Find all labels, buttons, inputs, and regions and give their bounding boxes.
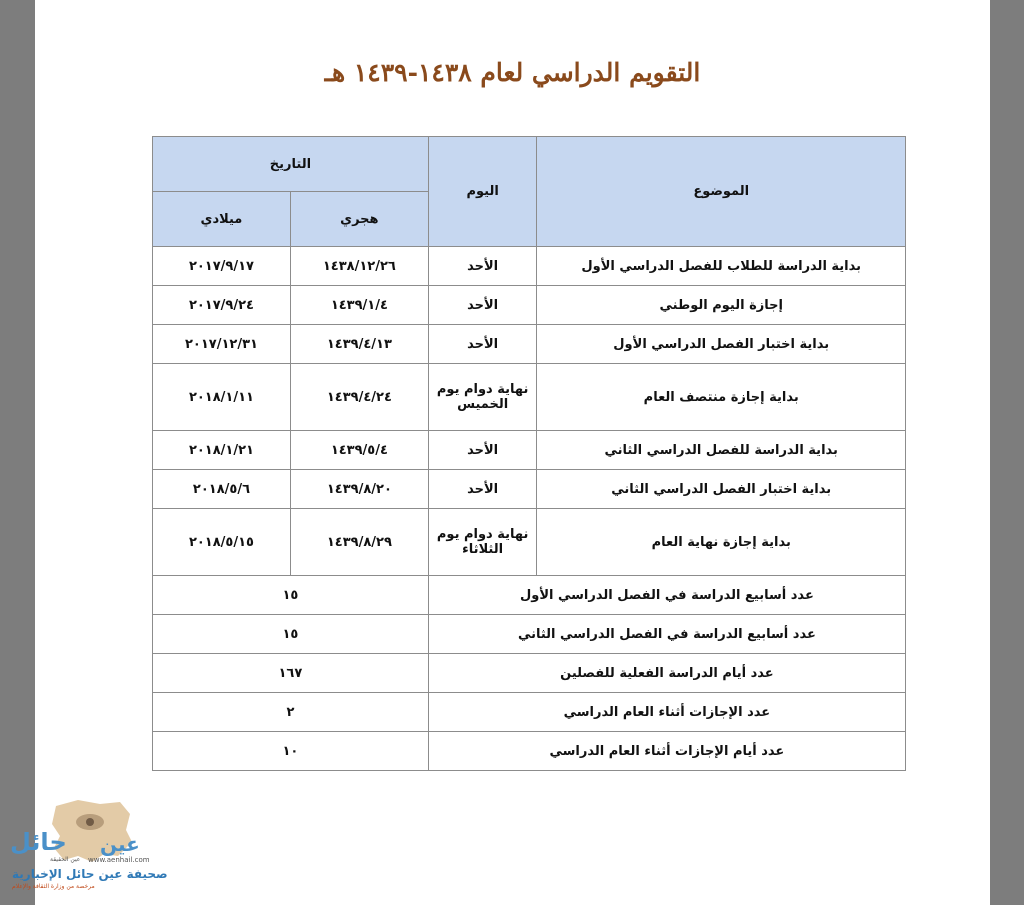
totals-label: عدد أسابيع الدراسة في الفصل الدراسي الأول — [428, 576, 905, 615]
row-subject: بداية إجازة منتصف العام — [537, 364, 906, 431]
table-row — [153, 247, 906, 286]
row-gregorian: ٢٠١٨/١/٢١ — [153, 431, 291, 470]
row-hijri: ١٤٣٩/٤/٢٤ — [290, 364, 428, 431]
document-page — [35, 0, 990, 905]
row-subject: إجازة اليوم الوطني — [537, 286, 906, 325]
row-day: الأحد — [428, 470, 537, 509]
row-subject: بداية إجازة نهاية العام — [537, 509, 906, 576]
totals-value: ١٥ — [153, 615, 429, 654]
watermark-url: www.aenhail.com — [88, 856, 150, 864]
row-hijri: ١٤٣٩/٤/١٣ — [290, 325, 428, 364]
header-gregorian: ميلادي — [153, 192, 291, 247]
table-row — [153, 364, 906, 431]
row-gregorian: ٢٠١٨/٥/١٥ — [153, 509, 291, 576]
row-subject: بداية اختبار الفصل الدراسي الثاني — [537, 470, 906, 509]
row-hijri: ١٤٣٩/٥/٤ — [290, 431, 428, 470]
header-hijri: هجري — [290, 192, 428, 247]
row-hijri: ١٤٣٨/١٢/٢٦ — [290, 247, 428, 286]
row-day: الأحد — [428, 247, 537, 286]
header-subject: الموضوع — [537, 137, 906, 247]
totals-value: ١٦٧ — [153, 654, 429, 693]
totals-label: عدد أيام الإجازات أثناء العام الدراسي — [428, 732, 905, 771]
totals-label: عدد أيام الدراسة الفعلية للفصلين — [428, 654, 905, 693]
row-gregorian: ٢٠١٨/١/١١ — [153, 364, 291, 431]
document-title: التقويم الدراسي لعام ١٤٣٨-١٤٣٩ هـ — [324, 58, 701, 87]
totals-value: ١٠ — [153, 732, 429, 771]
totals-label: عدد أسابيع الدراسة في الفصل الدراسي الثاني — [428, 615, 905, 654]
row-hijri: ١٤٣٩/١/٤ — [290, 286, 428, 325]
totals-row — [153, 693, 906, 732]
table-row — [153, 286, 906, 325]
row-hijri: ١٤٣٩/٨/٢٩ — [290, 509, 428, 576]
totals-label: عدد الإجازات أثناء العام الدراسي — [428, 693, 905, 732]
row-hijri: ١٤٣٩/٨/٢٠ — [290, 470, 428, 509]
row-subject: بداية اختبار الفصل الدراسي الأول — [537, 325, 906, 364]
watermark-tiny-text: عين الحقيقة — [50, 856, 81, 863]
header-date: التاريخ — [153, 137, 429, 192]
calendar-table — [152, 136, 906, 771]
totals-row — [153, 615, 906, 654]
row-day: الأحد — [428, 431, 537, 470]
row-gregorian: ٢٠١٧/٩/١٧ — [153, 247, 291, 286]
row-day: الأحد — [428, 286, 537, 325]
watermark-name-left: حائل — [10, 828, 67, 856]
header-day: اليوم — [428, 137, 537, 247]
row-day: نهاية دوام يوم الثلاثاء — [428, 509, 537, 576]
totals-row — [153, 654, 906, 693]
totals-row — [153, 732, 906, 771]
table-row — [153, 325, 906, 364]
totals-row — [153, 576, 906, 615]
totals-value: ٢ — [153, 693, 429, 732]
table-row — [153, 470, 906, 509]
row-subject: بداية الدراسة للفصل الدراسي الثاني — [537, 431, 906, 470]
row-subject: بداية الدراسة للطلاب للفصل الدراسي الأول — [537, 247, 906, 286]
row-day: نهاية دوام يوم الخميس — [428, 364, 537, 431]
watermark-name-right: عين — [100, 832, 140, 856]
row-gregorian: ٢٠١٧/١٢/٣١ — [153, 325, 291, 364]
totals-value: ١٥ — [153, 576, 429, 615]
watermark-subtitle: صحيفة عين حائل الإخبارية — [12, 867, 168, 881]
row-gregorian: ٢٠١٧/٩/٢٤ — [153, 286, 291, 325]
watermark-tagline: مرخصة من وزارة الثقافة والإعلام — [12, 883, 95, 890]
row-day: الأحد — [428, 325, 537, 364]
table-row — [153, 509, 906, 576]
row-gregorian: ٢٠١٨/٥/٦ — [153, 470, 291, 509]
table-row — [153, 431, 906, 470]
